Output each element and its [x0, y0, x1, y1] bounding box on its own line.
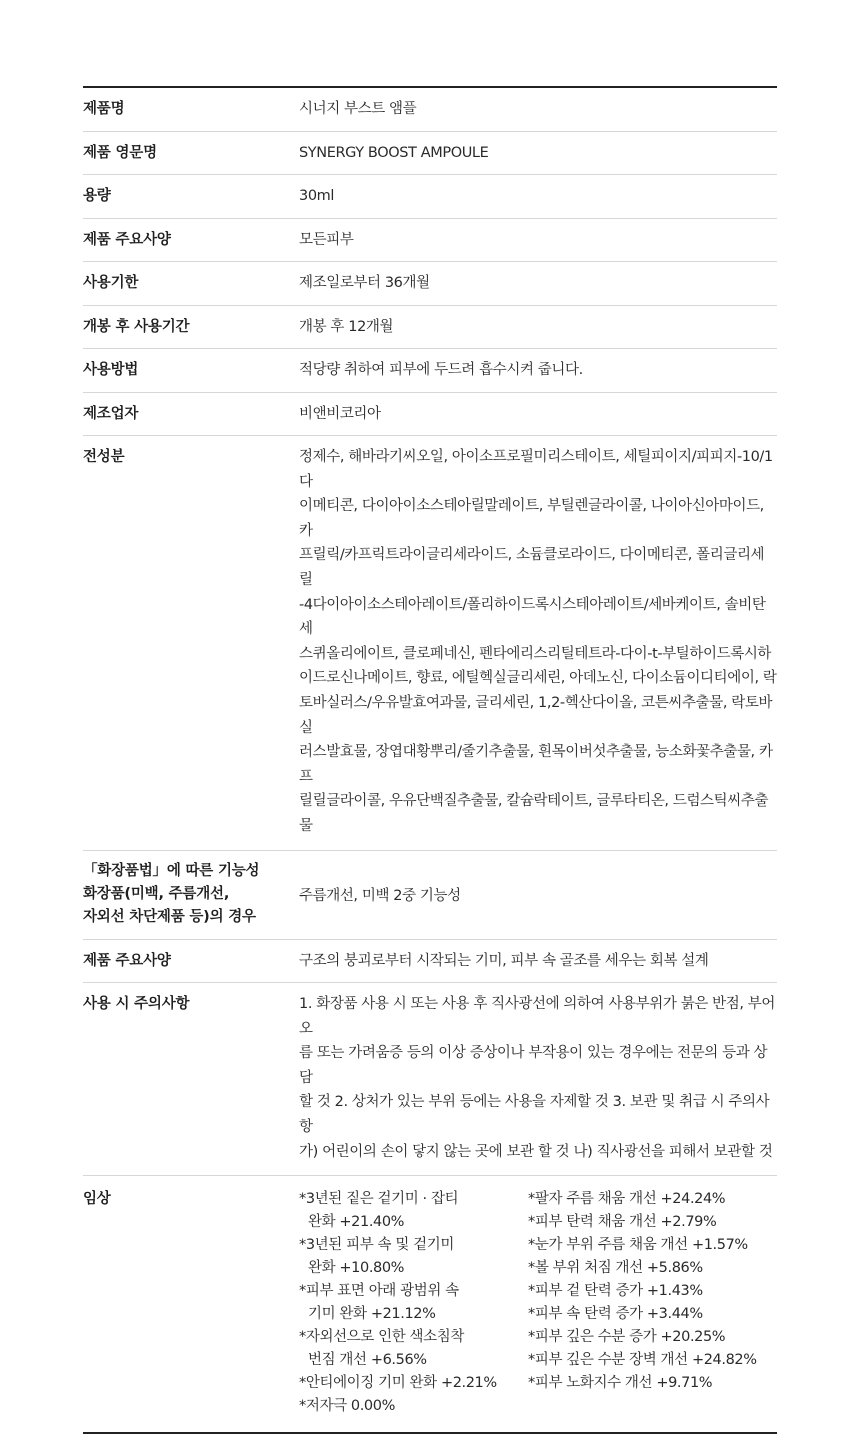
clinical-item: *피부 탄력 채움 개선 +2.79% — [528, 1214, 717, 1231]
row-value: 제조일로부터 36개월 — [299, 275, 430, 292]
text-line: 름 또는 가려움증 등의 이상 증상이나 부작용이 있는 경우에는 전문의 등과 상담 — [299, 1045, 768, 1086]
clinical-item: *팔자 주름 채움 개선 +24.24% — [528, 1191, 726, 1208]
text-line: 스퀴올리에이트, 클로페네신, 펜타에리스리틸테트라-다이-t-부틸하이드록시하 — [299, 645, 772, 662]
label-line: 「화장품법」에 따른 기능성 — [83, 863, 260, 879]
row-main-spec-2 — [83, 940, 777, 984]
label-line: 화장품(미백, 주름개선, — [83, 886, 230, 902]
clinical-item: *볼 부위 처짐 개선 +5.86% — [528, 1260, 703, 1277]
text-line: 1. 화장품 사용 시 또는 사용 후 직사광선에 의하여 사용부위가 붉은 반점, 부어오 — [299, 996, 775, 1037]
clinical-results — [299, 1188, 777, 1418]
clinical-item-cont: 완화 +21.40% — [308, 1214, 405, 1231]
row-manufacturer — [83, 393, 777, 437]
clinical-item: *3년된 피부 속 및 겉기미 — [299, 1237, 454, 1254]
clinical-item: *안티에이징 기미 완화 +2.21% — [299, 1375, 497, 1392]
clinical-item: *자외선으로 인한 색소침착 — [299, 1329, 464, 1346]
row-expiry — [83, 262, 777, 306]
row-label: 사용방법 — [83, 362, 139, 379]
row-value: 구조의 붕괴로부터 시작되는 기미, 피부 속 골조를 세우는 회복 설계 — [299, 952, 709, 969]
row-usage — [83, 349, 777, 393]
row-label: 사용기한 — [83, 275, 139, 292]
row-clinical — [83, 1176, 777, 1432]
row-value: 30ml — [299, 188, 335, 205]
clinical-item: *피부 노화지수 개선 +9.71% — [528, 1375, 713, 1392]
text-line: 프릴릭/카프릭트라이글리세라이드, 소듐클로라이드, 다이메티콘, 폴리글리세릴 — [299, 547, 765, 588]
row-main-spec — [83, 219, 777, 263]
text-line: 가) 어린이의 손이 닿지 않는 곳에 보관 할 것 나) 직사광선을 피해서 보관할 것 — [299, 1143, 773, 1160]
row-label: 제조업자 — [83, 405, 139, 422]
text-line: 러스발효물, 장엽대황뿌리/줄기추출물, 흰목이버섯추출물, 능소화꽃추출물, 카프 — [299, 744, 773, 785]
clinical-item: *피부 겉 탄력 증가 +1.43% — [528, 1283, 703, 1300]
clinical-item: *눈가 부위 주름 채움 개선 +1.57% — [528, 1237, 748, 1254]
text-line: 정제수, 해바라기씨오일, 아이소프로필미리스테이트, 세틸피이지/피피지-10/1다 — [299, 449, 773, 490]
row-after-opening — [83, 306, 777, 350]
product-info-table — [83, 86, 777, 1434]
clinical-column-left — [299, 1188, 528, 1418]
text-line: -4다이아이소스테아레이트/폴리하이드록시스테아레이트/세바케이트, 솔비탄세 — [299, 596, 766, 638]
clinical-item: *피부 표면 아래 광범위 속 — [299, 1283, 459, 1300]
clinical-item: *피부 깊은 수분 증가 +20.25% — [528, 1329, 726, 1346]
row-value: 시너지 부스트 앰플 — [299, 101, 417, 118]
row-functional-cosmetic — [83, 851, 777, 940]
row-product-english-name — [83, 132, 777, 176]
row-label: 제품 주요사양 — [83, 231, 171, 248]
row-caution — [83, 983, 777, 1176]
clinical-item: *피부 속 탄력 증가 +3.44% — [528, 1306, 703, 1323]
row-value: 비앤비코리아 — [299, 405, 381, 422]
row-value: SYNERGY BOOST AMPOULE — [299, 144, 489, 161]
row-label: 제품 주요사양 — [83, 952, 171, 969]
ingredients-text — [299, 445, 777, 839]
clinical-item: *3년된 짙은 겉기미 · 잡티 — [299, 1191, 459, 1208]
row-label — [83, 860, 299, 929]
row-label: 사용 시 주의사항 — [83, 996, 190, 1012]
text-line: 이드로신나메이트, 향료, 에틸헥실글리세린, 아데노신, 다이소듐이디티에이, 락 — [299, 670, 777, 687]
row-volume — [83, 175, 777, 219]
clinical-item: *저자극 0.00% — [299, 1398, 395, 1415]
row-label: 개봉 후 사용기간 — [83, 318, 190, 335]
row-ingredients — [83, 436, 777, 851]
row-value: 적당량 취하여 피부에 두드려 흡수시켜 줍니다. — [299, 362, 583, 379]
text-line: 이메티콘, 다이아이소스테아릴말레이트, 부틸렌글라이콜, 나이아신아마이드, 카 — [299, 498, 764, 539]
row-label: 임상 — [83, 1191, 111, 1208]
row-label: 제품 영문명 — [83, 144, 157, 161]
label-line: 자외선 차단제품 등)의 경우 — [83, 909, 256, 925]
text-line: 릴릴글라이콜, 우유단백질추출물, 칼슘락테이트, 글루타티온, 드럼스틱씨추출물 — [299, 793, 769, 834]
caution-text — [299, 992, 777, 1164]
row-label: 제품명 — [83, 101, 125, 118]
row-value: 모든피부 — [299, 231, 354, 248]
row-value: 주름개선, 미백 2중 기능성 — [299, 888, 461, 904]
row-label: 용량 — [83, 188, 111, 205]
clinical-item-cont: 번짐 개선 +6.56% — [308, 1352, 427, 1369]
row-label: 전성분 — [83, 449, 125, 465]
clinical-column-right — [528, 1188, 757, 1418]
row-value: 개봉 후 12개월 — [299, 318, 394, 335]
text-line: 할 것 2. 상처가 있는 부위 등에는 사용을 자제할 것 3. 보관 및 취급 시 주의사항 — [299, 1094, 770, 1135]
clinical-item-cont: 기미 완화 +21.12% — [308, 1306, 436, 1323]
row-product-name — [83, 88, 777, 132]
text-line: 토바실러스/우유발효여과물, 글리세린, 1,2-헥산다이올, 코튼씨추출물, 락토바실 — [299, 694, 773, 736]
clinical-item-cont: 완화 +10.80% — [308, 1260, 405, 1277]
clinical-item: *피부 깊은 수분 장벽 개선 +24.82% — [528, 1352, 757, 1369]
